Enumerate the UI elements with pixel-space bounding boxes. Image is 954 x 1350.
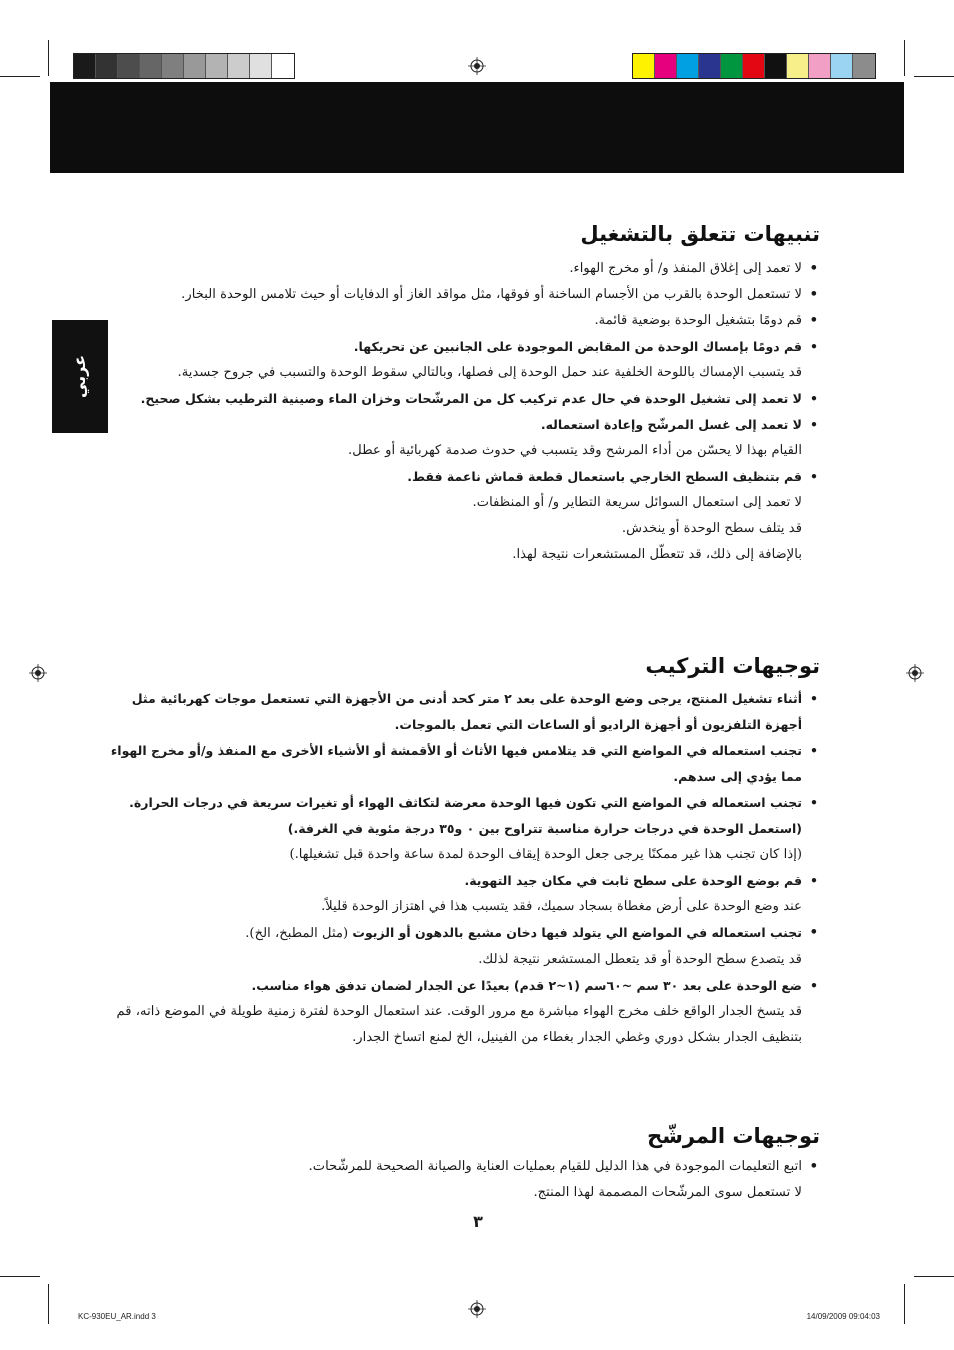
- note-text: لا تستعمل سوى المرشّحات المصممة لهذا المنتج.: [533, 1185, 802, 1200]
- list-item: • لا تستعمل الوحدة بالقرب من الأجسام الساخنة أو فوقها، مثل مواقد الغاز أو الدفايات أو حيث تلامس الوحدة البخار.: [110, 282, 820, 308]
- list-item: [110, 920, 820, 947]
- list-item: • قم دومًا بتشغيل الوحدة بوضعية قائمة.: [110, 308, 820, 334]
- color-swatch: [118, 54, 140, 78]
- note-text: قد يتصدع سطح الوحدة أو قد يتعطل المستشعر نتيجة لذلك.: [478, 952, 802, 967]
- note-text: قد يتسبب الإمساك باللوحة الخلفية عند حمل الوحدة إلى فصلها، وبالتالي سقوط الوحدة والتسبب في جروح جسدية.: [177, 365, 802, 380]
- list-item: • ضع الوحدة على بعد ٣٠ سم ~٦٠سم (١~٢ قدم) بعيدًا عن الجدار لضمان تدفق هواء مناسب.: [110, 973, 820, 999]
- note-text: (إذا كان تجنب هذا غير ممكنًا يرجى جعل الوحدة إيقاف الوحدة لمدة ساعة واحدة قبل تشغيلها.): [289, 847, 802, 862]
- list-item: • قم بوضع الوحدة على سطح ثابت في مكان جيد التهوية.: [110, 868, 820, 894]
- color-swatch: [250, 54, 272, 78]
- note-text: عند وضع الوحدة على أرض مغطاة بسجاد سميك، فقد يتسبب هذا في اهتزاز الوحدة قليلاً.: [321, 899, 802, 914]
- color-swatch: [721, 54, 743, 78]
- page-number: ٣: [473, 1212, 483, 1231]
- color-bar: [632, 53, 876, 79]
- registration-mark-icon: [29, 664, 47, 682]
- header-bar: [50, 82, 904, 173]
- list-item: • تجنب استعماله في المواضع التي تكون فيها الوحدة معرضة لتكاثف الهواء أو تغيرات سريعة في درجات الحرارة. (استعمل الوحدة في درجات حرارة مناسبة تتراوح بين ٠ و٣٥ درجة مئوية في الغرفة.): [110, 790, 820, 842]
- crop-mark: [904, 1284, 905, 1324]
- section-title: توجيهات المرشّح: [647, 1124, 820, 1148]
- registration-mark-icon: [468, 1300, 486, 1318]
- section-filter-guidelines: [110, 1124, 820, 1206]
- color-swatch: [184, 54, 206, 78]
- registration-mark-icon: [468, 57, 486, 75]
- color-swatch: [655, 54, 677, 78]
- list-item: • أثناء تشغيل المنتج، يرجى وضع الوحدة على بعد ٢ متر كحد أدنى من الأجهزة التي تستعمل موجات كهربائية مثل أجهزة التلفزيون أو أجهزة الراديو أو الساعات التي تعمل بالموجات.: [110, 686, 820, 738]
- section-title: تنبيهات تتعلق بالتشغيل: [580, 222, 820, 246]
- note-text: قد يتسخ الجدار الواقع خلف مخرج الهواء مباشرة مع مرور الوقت. عند استعمال الوحدة لفترة زمنية طويلة في الموضع ذاته، قم بتنظيف الجدار بشكل دوري وغطي الجدار بغطاء من الفينيل، الخ لمنع اتساخ الجدار.: [116, 1004, 802, 1045]
- color-swatch: [831, 54, 853, 78]
- list-item-bold: تجنب استعماله في المواضع الي يتولد فيها دخان مشبع بالدهون أو الزيوت: [352, 925, 802, 940]
- language-tab: [52, 320, 108, 433]
- crop-mark: [48, 40, 49, 76]
- color-swatch: [272, 54, 294, 78]
- color-swatch: [809, 54, 831, 78]
- list-item: • اتبع التعليمات الموجودة في هذا الدليل للقيام بعمليات العناية والصيانة الصحيحة للمرشّحات.: [110, 1154, 820, 1180]
- crop-mark: [914, 1276, 954, 1277]
- list-item: • قم بتنظيف السطح الخارجي باستعمال قطعة قماش ناعمة فقط.: [110, 464, 820, 490]
- color-swatch: [787, 54, 809, 78]
- crop-mark: [914, 76, 954, 77]
- color-swatch: [765, 54, 787, 78]
- color-swatch: [74, 54, 96, 78]
- color-swatch: [633, 54, 655, 78]
- crop-mark: [48, 1284, 49, 1324]
- list-item: • قم دومًا بإمساك الوحدة من المقابض الموجودة على الجانبين عن تحريكها.: [110, 334, 820, 360]
- list-item: • تجنب استعماله في المواضع التي قد يتلامس فيها الأثاث أو الأقمشة أو الأشياء الأخرى مع المنفذ و/أو مخرج الهواء مما يؤدي إلى سدهم.: [110, 738, 820, 790]
- footer-filename: KC-930EU_AR.indd 3: [78, 1312, 156, 1321]
- color-swatch: [853, 54, 875, 78]
- footer-timestamp: 14/09/2009 09:04:03: [806, 1312, 880, 1321]
- list-item: • لا تعمد إلى تشغيل الوحدة في حال عدم تركيب كل من المرشّحات وخزان الماء وصينية الترطيب بشكل صحيح.: [110, 386, 820, 412]
- color-swatch: [743, 54, 765, 78]
- section-title: توجيهات التركيب: [645, 654, 820, 678]
- list-item: • لا تعمد إلى إغلاق المنفذ و/ أو مخرج الهواء.: [110, 256, 820, 282]
- crop-mark: [0, 1276, 40, 1277]
- note-text: بالإضافة إلى ذلك، قد تتعطّل المستشعرات نتيجة لهذا.: [512, 547, 802, 562]
- color-swatch: [140, 54, 162, 78]
- language-tab-label: عربي: [70, 354, 90, 399]
- color-swatch: [677, 54, 699, 78]
- registration-mark-icon: [906, 664, 924, 682]
- list-item: • لا تعمد إلى غسل المرشّح وإعادة استعماله.: [110, 412, 820, 438]
- color-swatch: [96, 54, 118, 78]
- note-text: لا تعمد إلى استعمال السوائل سريعة التطاير و/ أو المنظفات.: [472, 495, 802, 510]
- note-text: قد يتلف سطح الوحدة أو ينخدش.: [621, 521, 802, 536]
- section-operation-warnings: [110, 222, 820, 568]
- grayscale-bar: [73, 53, 295, 79]
- list-item-suffix: (مثل المطبخ، الخ).: [245, 926, 349, 941]
- color-swatch: [162, 54, 184, 78]
- color-swatch: [228, 54, 250, 78]
- crop-mark: [904, 40, 905, 76]
- crop-mark: [0, 76, 40, 77]
- section-installation-guidelines: [110, 654, 820, 1051]
- color-swatch: [206, 54, 228, 78]
- note-text: القيام بهذا لا يحسّن من أداء المرشح وقد يتسبب في حدوث صدمة كهربائية أو عطل.: [348, 443, 802, 458]
- color-swatch: [699, 54, 721, 78]
